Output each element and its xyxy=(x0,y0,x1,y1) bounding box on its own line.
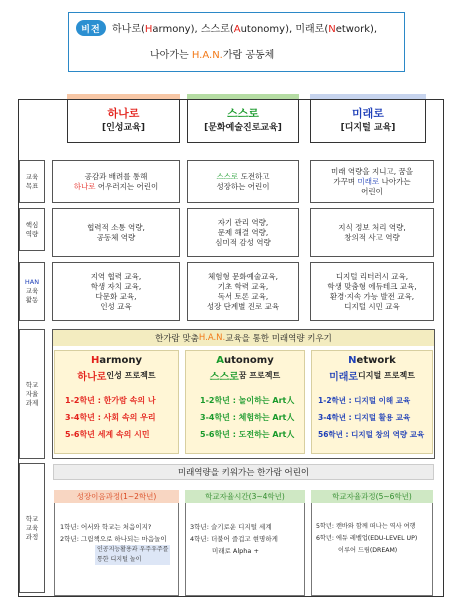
cell-line: 지식 정보 처리 역량, xyxy=(338,222,406,232)
curriculum-harmony xyxy=(54,490,179,596)
project-item: 1-2학년 : 디지털 이해 교육 xyxy=(318,396,411,405)
project-title xyxy=(312,355,432,366)
curriculum-tab-harmony: 성장이음과정(1~2학년) xyxy=(54,490,179,503)
project-title-initial: H xyxy=(91,355,100,366)
heading-han: H.A.N. xyxy=(198,333,226,343)
project-item: 1-2학년 : 한가람 속의 나 xyxy=(65,396,156,405)
curriculum-line: 4학년: 더불어 즐겁고 현명하게 xyxy=(190,535,278,543)
vision-text: etwork), xyxy=(335,24,378,35)
vision-text: 가람 공동체 xyxy=(222,50,275,61)
row-label-text: 과제 xyxy=(25,398,39,407)
cell-line: 디지털 시민 교육 xyxy=(344,301,400,311)
project-title-initial: N xyxy=(348,355,357,366)
cell-line xyxy=(216,172,269,182)
cell-line: 학생 자치 교육, xyxy=(90,281,142,291)
competency-autonomy xyxy=(187,208,299,257)
project-sub-rest: 꿈 프로젝트 xyxy=(238,371,281,380)
project-sub xyxy=(312,368,432,383)
cell-line: 협력적 소통 역량, xyxy=(87,222,145,232)
project-autonomy xyxy=(185,350,305,454)
project-item: 3-4학년 : 디지털 활용 교육 xyxy=(318,413,411,422)
row-label-school xyxy=(19,329,45,459)
curriculum-line: 5학년: 캔바와 함께 떠나는 역사 여행 xyxy=(316,523,416,530)
goal-network xyxy=(310,160,434,203)
vision-title-line-2 xyxy=(150,46,274,61)
curriculum-extra-line: 인공지능활용과 우주우주를 xyxy=(97,546,169,553)
project-item: 5-6학년 세계 속의 시민 xyxy=(65,430,150,439)
project-title-rest: etwork xyxy=(356,355,396,366)
vision-text: utonomy), 미래로( xyxy=(240,24,329,35)
cell-line: 체험형 문화예술교육, xyxy=(208,271,278,281)
vision-letter-h: H xyxy=(144,24,153,35)
project-title xyxy=(186,355,304,366)
curriculum-line: 3학년: 슬기로운 디지털 세계 xyxy=(190,523,272,531)
project-title-rest: armony xyxy=(99,355,142,366)
harmony-word: 하나로 xyxy=(73,181,96,191)
cell-line: 공동체 역량 xyxy=(96,232,136,242)
project-sub-word: 미래로 xyxy=(329,372,359,383)
project-sub-rest: 디지털 프로젝트 xyxy=(358,371,415,380)
heading-network-title: 미래로 xyxy=(352,107,384,120)
project-list xyxy=(65,392,178,443)
curriculum-network xyxy=(311,490,433,596)
network-word: 미래로 xyxy=(357,176,380,186)
row-label-text: 역량 xyxy=(25,229,39,238)
vision-badge: 비전 xyxy=(76,20,106,36)
cell-line: 지역 협력 교육, xyxy=(90,271,142,281)
vision-text: 하나로( xyxy=(112,24,145,35)
cell-text: 가꾸며 xyxy=(333,176,358,186)
curriculum-lines xyxy=(60,521,178,545)
vision-letter-n: N xyxy=(328,24,336,35)
row-label-text: 학교 xyxy=(25,380,39,389)
project-harmony xyxy=(54,350,179,454)
heading-text: 교육을 통한 미래역량 키우기 xyxy=(225,334,332,344)
autonomy-word: 스스로 xyxy=(216,171,239,181)
cell-line: 심미적 감성 역량 xyxy=(215,237,271,247)
row-label-text: 활동 xyxy=(25,296,39,304)
project-item: 3-4학년 : 체험하는 Art人 xyxy=(200,413,295,422)
curriculum-extra xyxy=(95,545,170,565)
vision-han: H.A.N. xyxy=(191,50,223,61)
curriculum-extra-line: 통한 디지털 놀이 xyxy=(95,555,170,565)
curriculum-line: 2학년: 그림책으로 하나되는 마음놀이 xyxy=(60,535,167,543)
goal-harmony xyxy=(52,160,180,203)
cell-line: 성장 단계별 진로 교육 xyxy=(206,301,280,311)
vision-title-line-1 xyxy=(112,20,377,35)
row-label-text: 목표 xyxy=(25,181,39,190)
cell-text: 도전하고 xyxy=(238,171,270,181)
project-sub-word: 하나로 xyxy=(77,372,107,383)
cell-line xyxy=(74,182,158,192)
curriculum-line: 이루어 드림(DREAM) xyxy=(338,547,398,554)
project-item: 1-2학년 : 놀이하는 Art人 xyxy=(200,396,295,405)
cell-line: 성장하는 어린이 xyxy=(216,181,270,191)
activity-network xyxy=(310,262,434,321)
row-label-text: 교육 xyxy=(25,172,39,181)
cell-line: 인성 교육 xyxy=(100,301,132,311)
row-label-text: 교육 xyxy=(25,287,39,295)
cell-line: 디지털 리터러시 교육, xyxy=(335,271,409,281)
curriculum-lines xyxy=(190,521,304,557)
heading-harmony-title: 하나로 xyxy=(107,107,140,120)
heading-harmony xyxy=(67,99,180,143)
row-label-text: 과정 xyxy=(25,532,39,541)
goal-autonomy xyxy=(187,160,299,203)
curriculum-lines xyxy=(316,521,432,557)
vision-text: 나아가는 xyxy=(150,50,192,61)
cell-line: 다문화 교육, xyxy=(95,291,137,301)
cell-line: 창의적 사고 역량 xyxy=(344,232,400,242)
competency-harmony xyxy=(52,208,180,257)
row-label-text: 자율 xyxy=(25,389,39,398)
heading-network-sub: [디지털 교육] xyxy=(340,123,396,133)
row-label-curriculum xyxy=(19,463,45,593)
curriculum-line: 미래로 Alpha + xyxy=(212,547,259,555)
project-sub-word: 스스로 xyxy=(209,372,239,383)
curriculum-line: 1학년: 어서와 학교는 처음이지? xyxy=(60,523,152,531)
project-list xyxy=(200,392,304,443)
row-label-text: 핵심 xyxy=(25,220,39,229)
cell-line: 환경·지속 가능 발전 교육, xyxy=(329,291,415,301)
cell-line: 독서 토론 교육, xyxy=(217,291,269,301)
row-label-competency xyxy=(19,208,45,251)
row-label-text: HAN xyxy=(24,278,40,286)
cell-line: 어린이 xyxy=(361,186,383,196)
project-item: 5-6학년 : 도전하는 Art人 xyxy=(200,430,295,439)
activity-autonomy xyxy=(187,262,299,321)
curriculum-autonomy xyxy=(185,490,305,596)
cell-line: 학생 맞춤형 에듀테크 교육, xyxy=(327,281,417,291)
row-label-goal xyxy=(19,160,45,203)
project-sub xyxy=(186,368,304,383)
heading-autonomy-title: 스스로 xyxy=(227,107,259,120)
project-item: 3-4학년 : 사회 속의 우리 xyxy=(65,413,156,422)
cell-line: 기초 학력 교육, xyxy=(217,281,269,291)
row-label-text: 교육 xyxy=(25,523,39,532)
competency-network xyxy=(310,208,434,257)
heading-text: 한가람 맞춤 xyxy=(155,334,199,344)
cell-line: 문제 해결 역량, xyxy=(217,227,269,237)
heading-autonomy-sub: [문화예술진로교육] xyxy=(204,123,282,133)
heading-network xyxy=(310,99,426,143)
project-title xyxy=(55,355,178,366)
vision-letter-a: A xyxy=(233,24,241,35)
heading-harmony-sub: [인성교육] xyxy=(101,123,145,133)
row-label-activity xyxy=(19,262,45,321)
cell-line: 자기 관리 역량, xyxy=(217,217,269,227)
cell-line: 미래 역량을 지니고, 꿈을 xyxy=(331,166,413,176)
cell-line xyxy=(333,177,410,187)
project-list xyxy=(318,392,432,443)
curriculum-tab-network: 학교자율과정(5~6학년) xyxy=(311,490,433,503)
curriculum-heading: 미래역량을 키워가는 한가람 어린이 xyxy=(53,464,434,480)
vision-text: armony), 스스로( xyxy=(152,24,234,35)
activity-harmony xyxy=(52,262,180,321)
cell-text: 나아가는 xyxy=(379,176,411,186)
heading-autonomy xyxy=(187,99,299,143)
project-title-rest: utonomy xyxy=(224,355,274,366)
school-heading xyxy=(53,330,434,346)
cell-text: 어우러지는 어린이 xyxy=(95,181,159,191)
cell-line: 공감과 배려를 통해 xyxy=(84,171,148,181)
row-label-text: 학교 xyxy=(25,514,39,523)
curriculum-line: 6학년: 에듀 레벨업(EDU-LEVEL UP) xyxy=(316,535,418,542)
project-sub-rest: 인성 프로젝트 xyxy=(106,371,156,380)
project-title-initial: A xyxy=(216,355,225,366)
curriculum-tab-autonomy: 학교자율시간(3~4학년) xyxy=(185,490,305,503)
project-item: 56학년 : 디지털 창의 역량 교육 xyxy=(318,430,425,439)
project-network xyxy=(311,350,433,454)
project-sub xyxy=(55,368,178,383)
